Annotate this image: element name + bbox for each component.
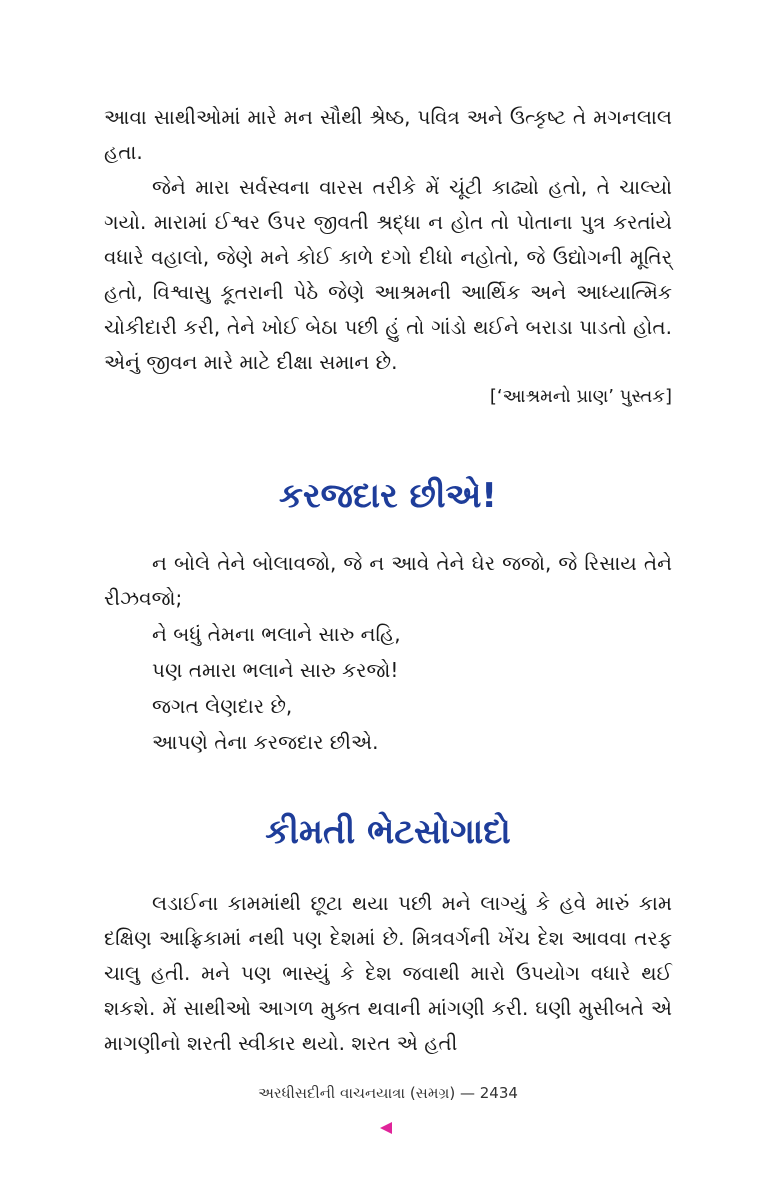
heading-bhetsogado: કીમતી ભેટસોગાદો: [265, 812, 511, 852]
page-content: [104, 100, 672, 1061]
poem-list: [104, 616, 672, 760]
paragraph-intro: આવા સાથીઓમાં મારે મન સૌથી શ્રેષ્ઠ, પવિત્ર અને ઉત્કૃષ્ટ તે મગનલાલ હતા.: [104, 105, 672, 164]
poem-line: જગત લેણદાર છે,: [152, 694, 293, 718]
poem-line: પણ તમારા ભલાને સારુ કરજો!: [152, 658, 399, 682]
paragraph-bhetsogado: લડાઈના કામમાંથી છૂટા થયા પછી મને લાગ્યું કે હવે મારું કામ દક્ષિણ આફ્રિકામાં નથી પણ દેશમાં છે. મિત્રવર્ગની ખેંચ દેશ આવવા તરફ ચાલુ હતી. મને પણ ભાસ્યું કે દેશ જવાથી મારો ઉપયોગ વધારે થઈ શકશે. મેં સાથીઓ આગળ મુક્ત થવાની માંગણી કરી. ઘણી મુસીબતે એ માગણીનો શરતી સ્વીકાર થયો. શરત એ હતી: [104, 891, 672, 1055]
poem-line: ને બધું તેમના ભલાને સારુ નહિ,: [152, 622, 401, 646]
page-footer: અરધીસદીની વાચનયાત્રા (સમગ્ર) — 2434: [258, 1084, 518, 1102]
source-citation: [‘આશ્રમનો પ્રાણ’ પુસ્તક]: [489, 386, 672, 407]
heading-karjdar: કરજદાર છીએ!: [279, 476, 497, 516]
paragraph-maganlal: જેને મારા સર્વસ્વના વારસ તરીકે મેં ચૂંટી કાઢ્યો હતો, તે ચાલ્યો ગયો. મારામાં ઈશ્વર ઉપર જીવતી શ્રદ્ધા ન હોત તો પોતાના પુત્ર કરતાંયે વધારે વહાલો, જેણે મને કોઈ કાળે દગો દીધો નહોતો, જે ઉદ્યોગની મૂતિર્ હતો, વિશ્વાસુ કૂતરાની પેઠે જેણે આશ્રમની આર્થિક અને આધ્યાત્મિક ચોકીદારી કરી, તેને ખોઈ બેઠા પછી હું તો ગાંડો થઈને બરાડા પાડતો હોત. એનું જીવન મારે માટે દીક્ષા સમાન છે.: [104, 175, 672, 374]
previous-page-arrow-icon[interactable]: [380, 1122, 392, 1134]
paragraph-karjdar: ન બોલે તેને બોલાવજો, જે ન આવે તેને ઘેર જજો, જે રિસાય તેને રીઝવજો;: [104, 551, 672, 610]
poem-line: આપણે તેના કરજદાર છીએ.: [152, 730, 379, 754]
